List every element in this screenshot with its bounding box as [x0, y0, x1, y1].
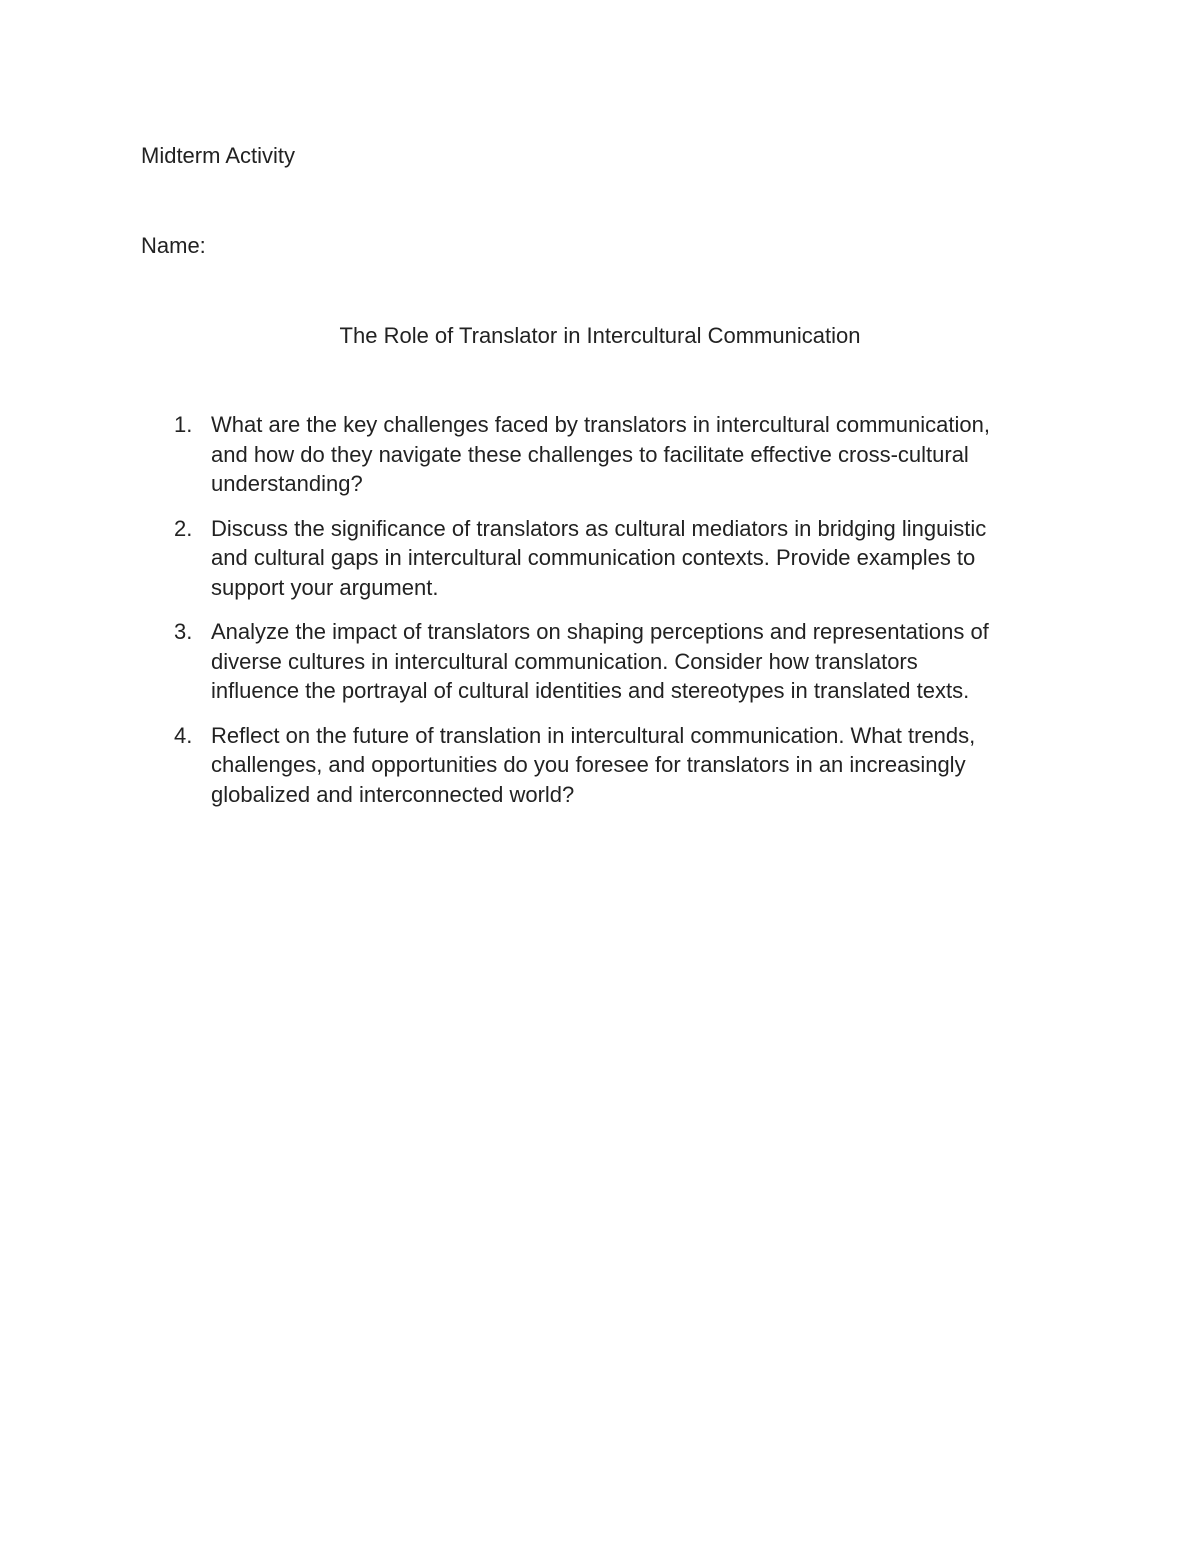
name-label: Name:: [141, 233, 206, 258]
question-item-4: [0, 721, 1200, 810]
question-number: 3.: [174, 619, 193, 644]
question-item-1: [0, 410, 1200, 499]
question-number: 2.: [174, 515, 193, 541]
question-text: What are the key challenges faced by translators in intercultural communication, and how do they navigate these challenges to facilitate effective cross-cultural understanding?: [211, 412, 990, 496]
document-heading: Midterm Activity: [141, 143, 296, 168]
question-text: Discuss the significance of translators as cultural mediators in bridging linguistic and cultural gaps in intercultural communication contexts. Provide examples to support your argument.: [211, 515, 987, 600]
question-item-3: [0, 617, 1200, 706]
question-number: 1.: [174, 412, 193, 437]
question-item-2: [0, 514, 1200, 603]
question-text: Reflect on the future of translation in intercultural communication. What trends, challenges, and opportunities do you foresee for translators in an increasingly globalized and interconnected world?: [211, 722, 976, 807]
question-number: 4.: [174, 722, 193, 748]
question-list: [0, 410, 1200, 824]
document-title: The Role of Translator in Intercultural Communication: [339, 323, 861, 348]
question-text: Analyze the impact of translators on shaping perceptions and representations of diverse cultures in intercultural communication. Consider how translators influence the portrayal of cultural identities and stereotypes in translated texts.: [211, 619, 989, 703]
